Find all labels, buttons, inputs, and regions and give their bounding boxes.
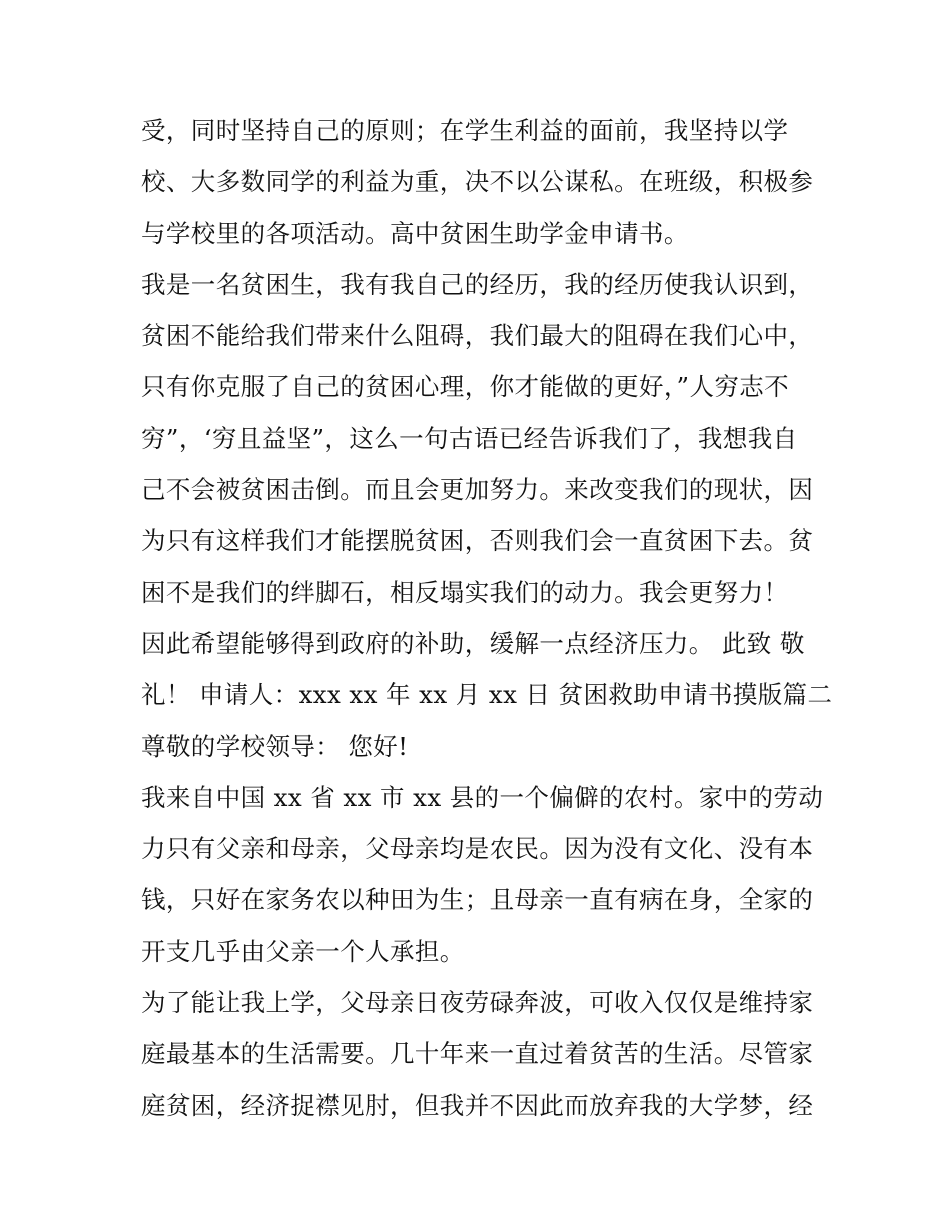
text-line: 庭贫困，经济捉襟见肘，但我并不因此而放弃我的大学梦，经 (141, 1090, 814, 1120)
text-line: 己不会被贫困击倒。而且会更加努力。来改变我们的现状，因 (141, 475, 814, 505)
text-line: 贫困不能给我们带来什么阻碍，我们最大的阻碍在我们心中， (141, 321, 814, 351)
text-line: 开支几乎由父亲一个人承担。 (141, 936, 465, 966)
text-line: 校、大多数同学的利益为重，决不以公谋私。在班级，积极参 (141, 167, 814, 197)
text-line: 尊敬的学校领导： 您好! (141, 731, 409, 761)
text-line: 我是一名贫困生，我有我自己的经历，我的经历使我认识到， (141, 269, 814, 299)
text-line: 力只有父亲和母亲，父母亲均是农民。因为没有文化、没有本 (141, 834, 814, 864)
text-line: 礼！ 申请人：xxx xx 年 xx 月 xx 日 贫困救助申请书摸版篇二 (141, 680, 833, 710)
text-line: 庭最基本的生活需要。几十年来一直过着贫苦的生活。尽管家 (141, 1039, 814, 1069)
text-line: 钱，只好在家务农以种田为生；且母亲一直有病在身，全家的 (141, 885, 814, 915)
text-line: 我来自中国 xx 省 xx 市 xx 县的一个偏僻的农村。家中的劳动 (141, 782, 824, 812)
text-line: 为了能让我上学，父母亲日夜劳碌奔波，可收入仅仅是维持家 (141, 988, 814, 1018)
text-line: 穷”，‘穷且益坚”，这么一句古语已经告诉我们了，我想我自 (141, 423, 798, 453)
text-line: 与学校里的各项活动。高中贫困生助学金申请书。 (141, 218, 689, 248)
text-line: 困不是我们的绊脚石，相反塌实我们的动力。我会更努力！ (141, 577, 789, 607)
text-line: 受，同时坚持自己的原则；在学生利益的面前，我坚持以学 (141, 116, 789, 145)
body-text (141, 108, 833, 1134)
text-line: 为只有这样我们才能摆脱贫困，否则我们会一直贫困下去。贫 (141, 526, 814, 556)
text-line: 只有你克服了自己的贫困心理，你才能做的更好，”人穷志不 (141, 372, 790, 402)
text-line: 因此希望能够得到政府的补助，缓解一点经济压力。 此致 敬 (141, 628, 805, 658)
